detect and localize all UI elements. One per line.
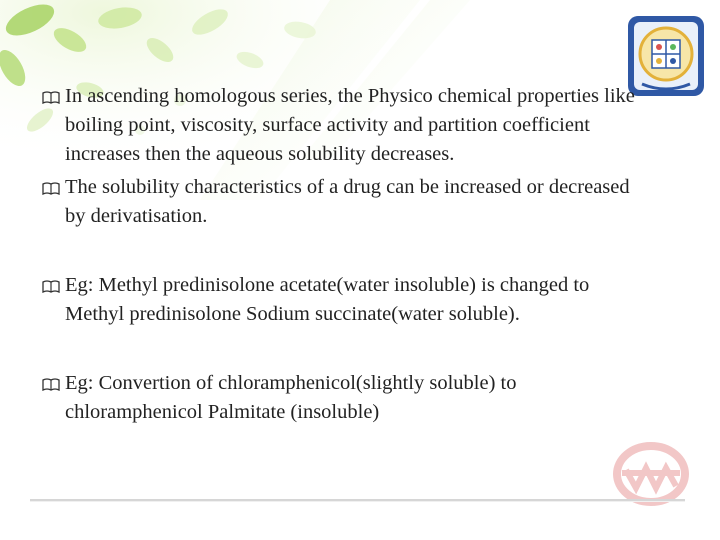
footer-divider-highlight xyxy=(30,501,685,502)
watermark-emblem xyxy=(612,440,690,508)
bullet-text: Eg: Methyl predinisolone acetate(water insoluble) is changed to Methyl predinisolone Sodium succinate(water soluble). xyxy=(65,274,590,325)
bullet-item xyxy=(40,173,640,231)
bullet-item xyxy=(40,82,640,169)
bullet-text: Eg: Convertion of chloramphenicol(slightly soluble) to chloramphenicol Palmitate (insoluble) xyxy=(65,372,517,423)
bullet-item xyxy=(40,271,640,329)
bullet-item xyxy=(40,369,640,427)
bullet-text: In ascending homologous series, the Physico chemical properties like boiling point, viscosity, surface activity and partition coefficient increases then the aqueous solubility decreases. xyxy=(65,85,635,165)
book-bullet-icon xyxy=(42,182,60,195)
book-bullet-icon xyxy=(42,378,60,391)
book-bullet-icon xyxy=(42,91,60,104)
bullet-text: The solubility characteristics of a drug can be increased or decreased by derivatisation. xyxy=(65,176,630,227)
book-bullet-icon xyxy=(42,280,60,293)
slide-content xyxy=(40,82,640,427)
